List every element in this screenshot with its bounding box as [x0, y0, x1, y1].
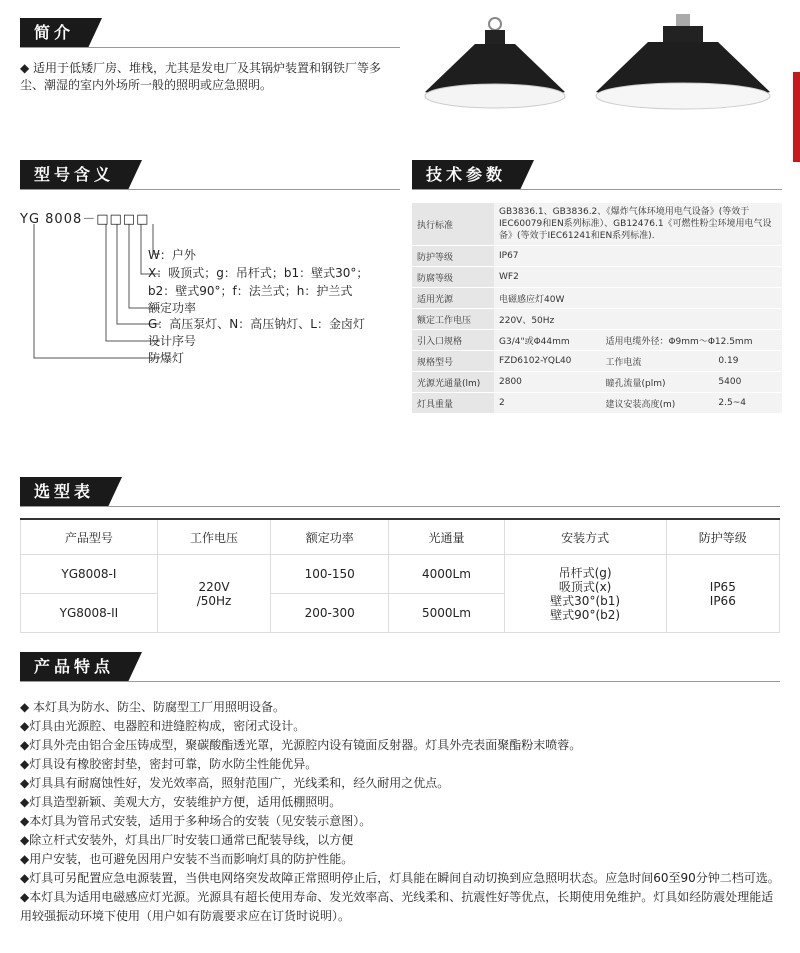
cell-protection: IP65 IP66: [666, 555, 779, 633]
tech-value: 2: [494, 393, 600, 414]
tech-key: 适用光源: [412, 288, 494, 309]
list-item: ◆灯具设有橡胶密封垫，密封可靠，防水防尘性能优异。: [20, 757, 318, 771]
tech-table: [412, 203, 782, 414]
cell-model: YG8008-II: [21, 594, 158, 633]
intro-header: [20, 18, 400, 48]
list-item: ◆灯具可另配置应急电源装置，当供电网络突发故障正常照明停止后，灯具能在瞬间自动切换到应急照明状态。应急时间60至90分钟二档可选。: [20, 871, 780, 885]
list-item: ◆灯具由光源腔、电器腔和进缝腔构成，密闭式设计。: [20, 719, 306, 733]
select-table: [20, 518, 780, 633]
list-item: ◆用户安装，也可避免因用户安装不当而影响灯具的防护性能。: [20, 852, 354, 866]
tech-value: WF2: [494, 267, 782, 288]
tech-key: 执行标准: [412, 203, 494, 246]
tech-key2: 瞳孔流量(plm): [600, 372, 713, 393]
intro-text: ◆ 适用于低矮厂房、堆栈，尤其是发电厂及其锅炉装置和钢铁厂等多尘、潮湿的室内外场所一般的照明或应急照明。: [20, 61, 382, 92]
model-label-serial: 设计序号: [148, 334, 197, 348]
table-row: [412, 393, 782, 414]
features-list: [20, 698, 785, 926]
tech-value: GB3836.1、GB3836.2、《爆炸气体环境用电气设备》(等效于IEC60079和EN系列标准）、GB12476.1《可燃性粉尘环境用电气设备》(等效于IEC61241和EN系列标准).: [494, 203, 782, 246]
tech-key: 防护等级: [412, 246, 494, 267]
accent-bar: [793, 72, 800, 162]
col-header: 安装方式: [504, 519, 666, 555]
table-row: [412, 246, 782, 267]
list-item: ◆灯具具有耐腐蚀性好，发光效率高，照射范围广，光线柔和，经久耐用之优点。: [20, 776, 450, 790]
tech-key: 规格型号: [412, 351, 494, 372]
cell-power: 100-150: [271, 555, 389, 594]
tech-value2: 2.5~4: [713, 393, 782, 414]
model-label-outdoor: W：户外: [148, 248, 196, 262]
tech-value: IP67: [494, 246, 782, 267]
tech-value: 220V、50Hz: [494, 309, 782, 330]
cell-flux: 5000Lm: [389, 594, 504, 633]
tech-value: 适用电缆外径：Φ9mm～Φ12.5mm: [600, 330, 782, 351]
cell-power: 200-300: [271, 594, 389, 633]
tech-key: 防腐等级: [412, 267, 494, 288]
tech-value: 2800: [494, 372, 600, 393]
tech-value2: 0.19: [713, 351, 782, 372]
tech-value: G3/4"或Φ44mm: [494, 330, 600, 351]
table-row: [412, 351, 782, 372]
list-item: ◆灯具外壳由铝合金压铸成型，聚碳酸酯透光罩，光源腔内设有镜面反射器。灯具外壳表面聚酯粉末喷蓉。: [20, 738, 582, 752]
list-item: ◆灯具造型新颖、美观大方，安装维护方便，适用低棚照明。: [20, 795, 342, 809]
tech-key: 额定工作电压: [412, 309, 494, 330]
features-title: 产品特点: [20, 652, 128, 682]
cell-model: YG8008-I: [21, 555, 158, 594]
tech-value: 电磁感应灯40W: [494, 288, 782, 309]
model-label-source: G：高压泵灯、N：高压钠灯、L：金卤灯: [148, 317, 365, 331]
table-header-row: [21, 519, 780, 555]
list-item: ◆本灯具为管吊式安装，适用于多种场合的安装（见安装示意图）。: [20, 814, 372, 828]
model-label-power: 额定功率: [148, 301, 197, 315]
model-code: YG 8008－□□□□: [20, 212, 150, 227]
intro-title: 简介: [20, 18, 88, 48]
table-row: [412, 372, 782, 393]
list-item: ◆本灯具为适用电磁感应灯光源。光源具有超长使用寿命、发光效率高、光线柔和、抗震性好等优点，长期使用免维护。灯具如经防震处理能适用较强振动环境下使用（用户如有防震要求应在订货时说明）。: [20, 890, 774, 923]
table-row: [412, 203, 782, 246]
model-title: 型号含义: [20, 160, 128, 190]
table-row: [412, 330, 782, 351]
tech-key: 光源光通量(lm): [412, 372, 494, 393]
tech-key2: 建议安装高度(m): [600, 393, 713, 414]
select-header: [20, 477, 780, 507]
model-header: [20, 160, 400, 190]
tech-value: FZD6102-YQL40: [494, 351, 600, 372]
col-header: 产品型号: [21, 519, 158, 555]
model-label-explosion: 防爆灯: [148, 351, 185, 365]
lamp-image-1: [415, 10, 575, 110]
table-row: [412, 288, 782, 309]
table-row: [21, 555, 780, 594]
tech-header: [412, 160, 782, 190]
features-header: [20, 652, 780, 682]
tech-key2: 工作电流: [600, 351, 713, 372]
model-diagram: [20, 208, 400, 368]
table-row: [412, 267, 782, 288]
col-header: 光通量: [389, 519, 504, 555]
tech-value2: 5400: [713, 372, 782, 393]
tech-title: 技术参数: [412, 160, 520, 190]
cell-voltage: 220V /50Hz: [157, 555, 270, 633]
lamp-image-2: [588, 8, 778, 112]
list-item: ◆ 本灯具为防水、防尘、防腐型工厂用照明设备。: [20, 700, 286, 714]
table-row: [412, 309, 782, 330]
tech-key: 灯具重量: [412, 393, 494, 414]
model-label-mount1: X：吸顶式；g：吊杆式；b1：壁式30°；: [148, 266, 369, 280]
col-header: 额定功率: [271, 519, 389, 555]
model-label-mount2: b2：壁式90°；f：法兰式；h：护兰式: [148, 284, 353, 298]
tech-key: 引入口规格: [412, 330, 494, 351]
col-header: 防护等级: [666, 519, 779, 555]
cell-flux: 4000Lm: [389, 555, 504, 594]
col-header: 工作电压: [157, 519, 270, 555]
select-title: 选型表: [20, 477, 108, 507]
list-item: ◆除立杆式安装外，灯具出厂时安装口通常已配装导线，以方便: [20, 833, 354, 847]
cell-mount: 吊杆式(g) 吸顶式(x) 壁式30°(b1) 壁式90°(b2): [504, 555, 666, 633]
